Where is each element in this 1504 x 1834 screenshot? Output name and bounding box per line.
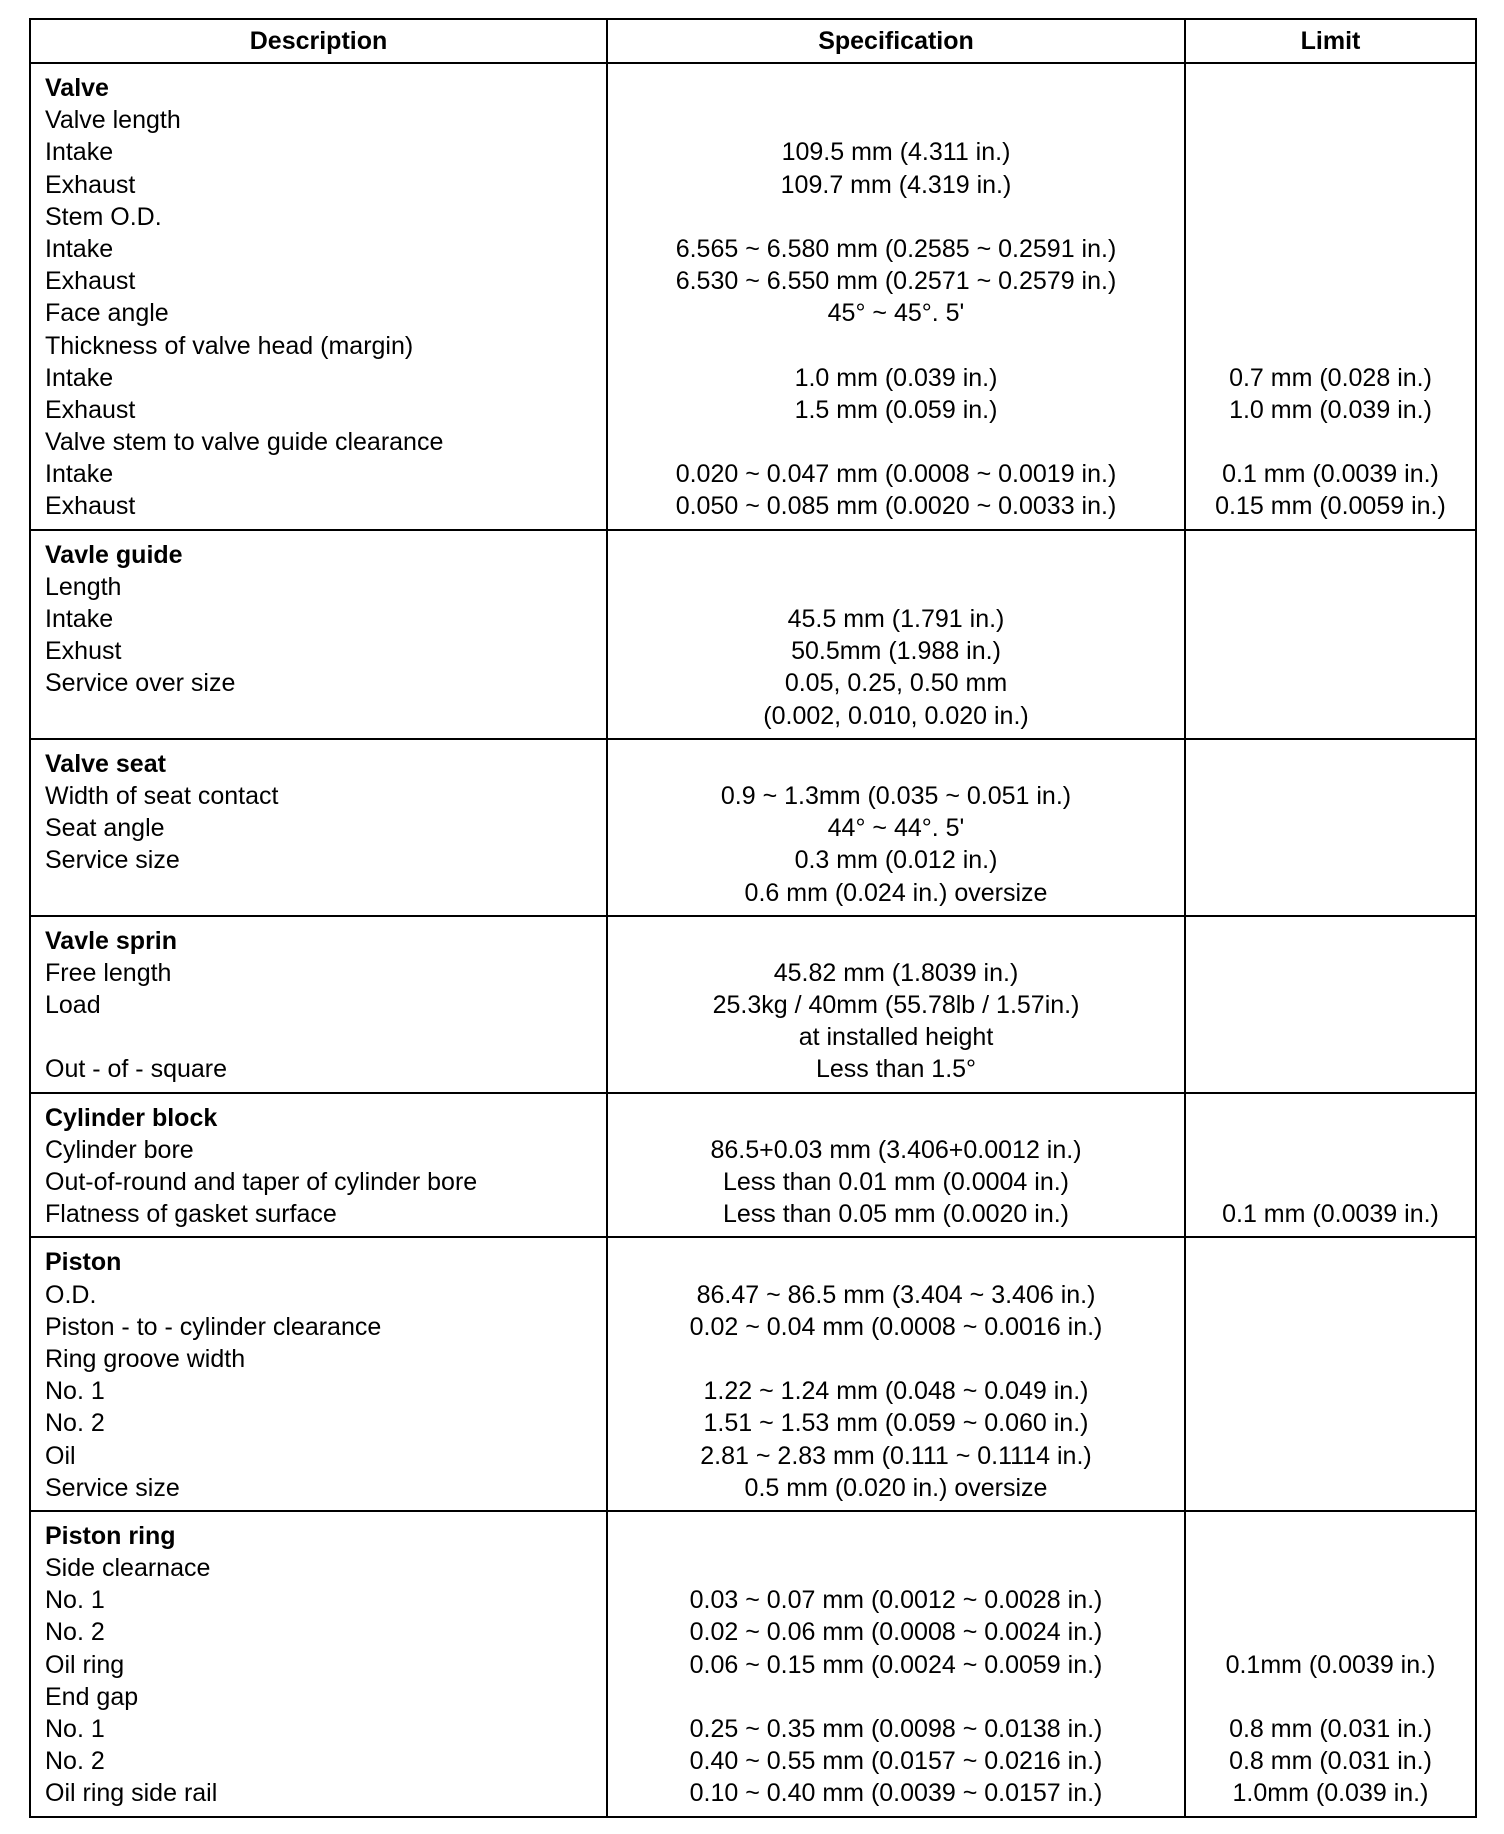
spec-line: 50.5mm (1.988 in.) xyxy=(791,637,1001,666)
section-row xyxy=(30,530,1476,739)
description-line: Exhaust xyxy=(45,492,136,521)
description-cell xyxy=(30,63,607,530)
limit-cell xyxy=(1185,530,1476,739)
spec-line xyxy=(608,571,1184,603)
description-line: Side clearnace xyxy=(45,1554,211,1583)
description-line: No. 1 xyxy=(45,1586,105,1615)
spec-line xyxy=(608,1552,1184,1584)
limit-line xyxy=(1186,1616,1475,1648)
section-title: Piston ring xyxy=(45,1521,176,1550)
spec-line: 0.25 ~ 0.35 mm (0.0098 ~ 0.0138 in.) xyxy=(689,1715,1103,1743)
limit-line xyxy=(1186,233,1475,265)
description-line: Thickness of valve head (margin) xyxy=(45,331,414,360)
description-cell xyxy=(30,1511,607,1817)
spec-line xyxy=(608,330,1184,362)
limit-line xyxy=(1186,1552,1475,1584)
description-line: Intake xyxy=(45,460,114,489)
spec-line: Less than 1.5° xyxy=(815,1055,977,1084)
limit-line xyxy=(1186,297,1475,329)
description-line: Ring groove width xyxy=(45,1344,246,1373)
limit-line xyxy=(1186,957,1475,989)
description-line xyxy=(31,1021,606,1053)
limit-line: 0.1 mm (0.0039 in.) xyxy=(1222,1200,1439,1229)
specification-cell xyxy=(607,63,1185,530)
specification-cell xyxy=(607,1511,1185,1817)
description-line: Piston - to - cylinder clearance xyxy=(45,1312,382,1341)
limit-line: 0.1mm (0.0039 in.) xyxy=(1225,1650,1436,1679)
limit-line xyxy=(1186,201,1475,233)
spec-line: 2.81 ~ 2.83 mm (0.111 ~ 0.1114 in.) xyxy=(700,1441,1092,1470)
limit-line xyxy=(1186,1021,1475,1053)
description-line: Intake xyxy=(45,363,114,392)
limit-line xyxy=(1186,1102,1475,1134)
specification-cell xyxy=(607,739,1185,916)
section-title: Vavle sprin xyxy=(45,926,178,955)
description-line: Service size xyxy=(45,1473,180,1502)
limit-line: 0.7 mm (0.028 in.) xyxy=(1229,363,1432,392)
section-row xyxy=(30,63,1476,530)
spec-line: 0.9 ~ 1.3mm (0.035 ~ 0.051 in.) xyxy=(720,781,1072,810)
limit-line xyxy=(1186,989,1475,1021)
spec-line: (0.002, 0.010, 0.020 in.) xyxy=(763,701,1029,730)
description-line: Out-of-round and taper of cylinder bore xyxy=(45,1168,478,1196)
limit-line xyxy=(1186,877,1475,909)
limit-cell xyxy=(1185,1237,1476,1511)
limit-line: 0.8 mm (0.031 in.) xyxy=(1229,1715,1432,1743)
limit-line xyxy=(1186,1520,1475,1552)
description-line: No. 2 xyxy=(45,1409,105,1438)
description-line: No. 1 xyxy=(45,1715,105,1743)
limit-cell xyxy=(1185,916,1476,1093)
description-line: Exhaust xyxy=(45,267,136,296)
spec-line: 44° ~ 44°. 5' xyxy=(827,814,965,843)
description-line: No. 2 xyxy=(45,1618,105,1647)
description-cell xyxy=(30,1093,607,1238)
spec-line: 0.02 ~ 0.04 mm (0.0008 ~ 0.0016 in.) xyxy=(689,1312,1103,1341)
spec-line: 1.22 ~ 1.24 mm (0.048 ~ 0.049 in.) xyxy=(703,1377,1089,1406)
limit-line: 1.0 mm (0.039 in.) xyxy=(1229,395,1432,424)
description-line: Intake xyxy=(45,605,114,633)
description-line: Intake xyxy=(45,138,114,167)
section-row xyxy=(30,739,1476,916)
description-line: Face angle xyxy=(45,299,169,328)
spec-line: 45.5 mm (1.791 in.) xyxy=(787,605,1005,633)
limit-line xyxy=(1186,748,1475,780)
description-line xyxy=(31,700,606,732)
spec-line: 25.3kg / 40mm (55.78lb / 1.57in.) xyxy=(712,991,1080,1020)
spec-line: 1.51 ~ 1.53 mm (0.059 ~ 0.060 in.) xyxy=(703,1409,1089,1438)
spec-line: 1.0 mm (0.039 in.) xyxy=(794,363,998,392)
spec-line: 86.47 ~ 86.5 mm (3.404 ~ 3.406 in.) xyxy=(696,1280,1096,1309)
description-line: Exhaust xyxy=(45,395,136,424)
limit-line xyxy=(1186,780,1475,812)
description-line: Free length xyxy=(45,958,172,987)
spec-line: 0.10 ~ 0.40 mm (0.0039 ~ 0.0157 in.) xyxy=(689,1779,1103,1808)
description-line: Intake xyxy=(45,234,114,263)
spec-line xyxy=(608,1102,1184,1134)
spec-line xyxy=(608,201,1184,233)
spec-line: 0.40 ~ 0.55 mm (0.0157 ~ 0.0216 in.) xyxy=(689,1747,1103,1776)
spec-line: Less than 0.05 mm (0.0020 in.) xyxy=(722,1200,1070,1229)
description-line: No. 1 xyxy=(45,1377,105,1406)
description-line: Valve stem to valve guide clearance xyxy=(45,428,444,457)
limit-line xyxy=(1186,700,1475,732)
limit-cell xyxy=(1185,739,1476,916)
section-row xyxy=(30,916,1476,1093)
header-specification: Specification xyxy=(607,19,1185,63)
section-row xyxy=(30,1511,1476,1817)
limit-line xyxy=(1186,1311,1475,1343)
description-line: Cylinder bore xyxy=(45,1135,194,1164)
specification-cell xyxy=(607,1093,1185,1238)
spec-line: 0.06 ~ 0.15 mm (0.0024 ~ 0.0059 in.) xyxy=(689,1650,1103,1679)
spec-line xyxy=(608,925,1184,957)
section-row xyxy=(30,1237,1476,1511)
specification-cell xyxy=(607,1237,1185,1511)
limit-cell xyxy=(1185,63,1476,530)
spec-line xyxy=(608,1246,1184,1278)
spec-line xyxy=(608,539,1184,571)
limit-cell xyxy=(1185,1093,1476,1238)
description-cell xyxy=(30,739,607,916)
spec-line: 109.5 mm (4.311 in.) xyxy=(781,138,1011,167)
limit-line xyxy=(1186,1681,1475,1713)
limit-line xyxy=(1186,426,1475,458)
spec-line: 0.05, 0.25, 0.50 mm xyxy=(784,669,1008,698)
header-description: Description xyxy=(30,19,607,63)
limit-line xyxy=(1186,1407,1475,1439)
description-line: Width of seat contact xyxy=(45,781,279,810)
limit-line xyxy=(1186,844,1475,876)
description-cell xyxy=(30,530,607,739)
spec-table xyxy=(29,18,1477,1818)
limit-line xyxy=(1186,1440,1475,1472)
description-line: Valve length xyxy=(45,106,181,135)
description-line xyxy=(31,877,606,909)
description-line: Exhust xyxy=(45,637,122,666)
spec-line: 0.020 ~ 0.047 mm (0.0008 ~ 0.0019 in.) xyxy=(675,460,1117,489)
limit-line xyxy=(1186,603,1475,635)
spec-line xyxy=(608,104,1184,136)
limit-line xyxy=(1186,1053,1475,1085)
description-line: End gap xyxy=(45,1682,139,1711)
description-line: Seat angle xyxy=(45,814,165,843)
spec-line: 0.03 ~ 0.07 mm (0.0012 ~ 0.0028 in.) xyxy=(689,1586,1103,1615)
spec-line: 109.7 mm (4.319 in.) xyxy=(780,170,1012,199)
limit-line xyxy=(1186,1472,1475,1504)
limit-line xyxy=(1186,925,1475,957)
spec-line xyxy=(608,1681,1184,1713)
limit-cell xyxy=(1185,1511,1476,1817)
header-limit: Limit xyxy=(1185,19,1476,63)
limit-line: 1.0mm (0.039 in.) xyxy=(1232,1779,1429,1808)
limit-line xyxy=(1186,667,1475,699)
section-row xyxy=(30,1093,1476,1238)
spec-line: 6.565 ~ 6.580 mm (0.2585 ~ 0.2591 in.) xyxy=(675,234,1117,263)
specification-cell xyxy=(607,916,1185,1093)
limit-line xyxy=(1186,571,1475,603)
limit-line xyxy=(1186,136,1475,168)
limit-line xyxy=(1186,1343,1475,1375)
spec-line: 0.02 ~ 0.06 mm (0.0008 ~ 0.0024 in.) xyxy=(689,1618,1103,1647)
spec-line: 45° ~ 45°. 5' xyxy=(827,299,965,328)
section-title: Vavle guide xyxy=(45,540,183,569)
description-cell xyxy=(30,1237,607,1511)
description-line: Oil xyxy=(45,1441,76,1470)
spec-line: 0.050 ~ 0.085 mm (0.0020 ~ 0.0033 in.) xyxy=(675,492,1117,521)
description-line: Service over size xyxy=(45,669,236,698)
section-title: Valve xyxy=(45,74,109,102)
limit-line xyxy=(1186,1134,1475,1166)
spec-line xyxy=(608,1343,1184,1375)
limit-line xyxy=(1186,1246,1475,1278)
limit-line xyxy=(1186,1279,1475,1311)
spec-line: Less than 0.01 mm (0.0004 in.) xyxy=(722,1168,1070,1196)
description-line: Oil ring side rail xyxy=(45,1779,218,1808)
spec-table-body xyxy=(30,63,1476,1817)
limit-line xyxy=(1186,1166,1475,1198)
header-row xyxy=(30,19,1476,63)
spec-line: 0.5 mm (0.020 in.) oversize xyxy=(744,1473,1048,1502)
limit-line xyxy=(1186,104,1475,136)
limit-line: 0.8 mm (0.031 in.) xyxy=(1229,1747,1432,1776)
limit-line xyxy=(1186,1375,1475,1407)
limit-line xyxy=(1186,539,1475,571)
limit-line xyxy=(1186,72,1475,104)
spec-line xyxy=(608,1520,1184,1552)
limit-line xyxy=(1186,635,1475,667)
description-line: Out - of - square xyxy=(45,1055,228,1084)
limit-line xyxy=(1186,330,1475,362)
description-line: Flatness of gasket surface xyxy=(45,1200,337,1229)
description-line: Stem O.D. xyxy=(45,202,162,231)
description-line: O.D. xyxy=(45,1280,97,1309)
description-line: No. 2 xyxy=(45,1747,105,1776)
spec-line: 86.5+0.03 mm (3.406+0.0012 in.) xyxy=(710,1135,1082,1164)
specification-cell xyxy=(607,530,1185,739)
limit-line xyxy=(1186,812,1475,844)
spec-line: at installed height xyxy=(798,1023,994,1052)
section-title: Valve seat xyxy=(45,749,166,778)
description-line: Exhaust xyxy=(45,170,136,199)
spec-line xyxy=(608,748,1184,780)
spec-line: 0.6 mm (0.024 in.) oversize xyxy=(744,878,1048,907)
spec-line xyxy=(608,72,1184,104)
spec-line: 1.5 mm (0.059 in.) xyxy=(794,395,998,424)
spec-line: 45.82 mm (1.8039 in.) xyxy=(773,958,1019,987)
description-line: Service size xyxy=(45,846,180,875)
limit-line xyxy=(1186,265,1475,297)
description-line: Length xyxy=(45,572,122,601)
section-title: Piston xyxy=(45,1248,122,1277)
limit-line: 0.1 mm (0.0039 in.) xyxy=(1222,460,1439,489)
spec-line: 0.3 mm (0.012 in.) xyxy=(794,846,998,875)
section-title: Cylinder block xyxy=(45,1103,218,1132)
limit-line xyxy=(1186,169,1475,201)
limit-line xyxy=(1186,1584,1475,1616)
description-line: Oil ring xyxy=(45,1650,125,1679)
description-line: Load xyxy=(45,991,101,1020)
spec-line xyxy=(608,426,1184,458)
description-cell xyxy=(30,916,607,1093)
spec-line: 6.530 ~ 6.550 mm (0.2571 ~ 0.2579 in.) xyxy=(675,267,1117,296)
limit-line: 0.15 mm (0.0059 in.) xyxy=(1215,492,1446,521)
